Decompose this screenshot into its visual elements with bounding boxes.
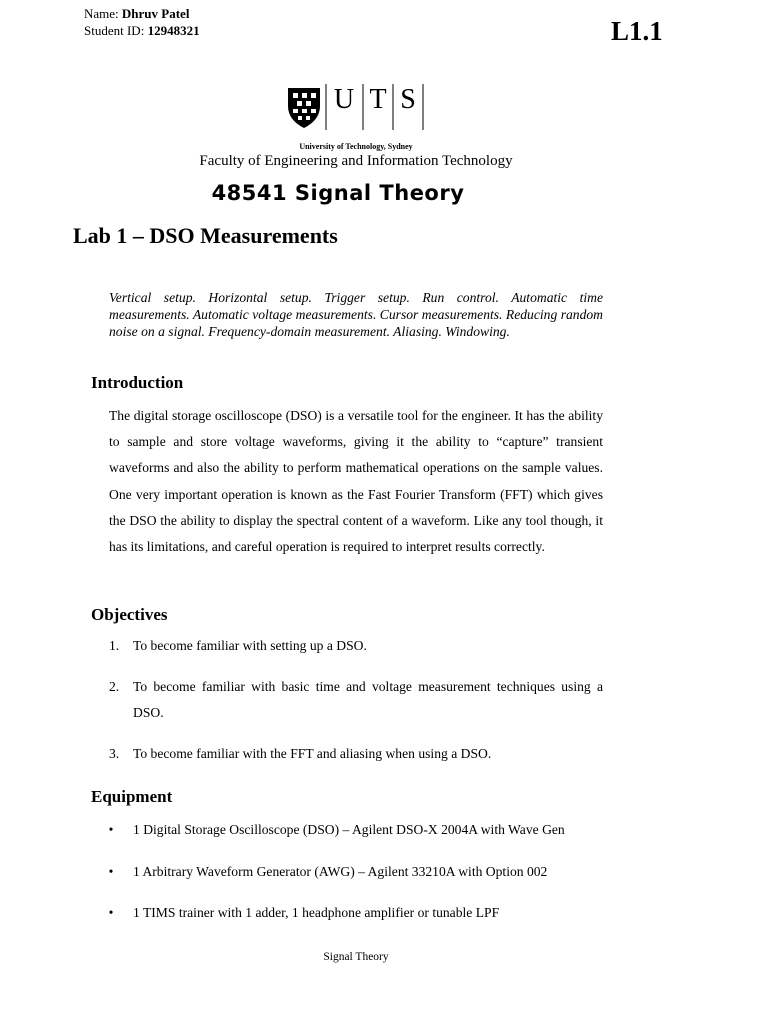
- name-line: [84, 6, 189, 22]
- list-text: 1 TIMS trainer with 1 adder, 1 headphone amplifier or tunable LPF: [133, 905, 500, 920]
- introduction-body: The digital storage oscilloscope (DSO) is a versatile tool for the engineer. It has the ability to sample and store voltage waveforms, giving it the ability to “capture” transient waveforms and also the ability to perform mathematical operations on the sample values. One very important operation is known as the Fast Fourier Transform (FFT) which gives the DSO the ability to display the spectral content of a waveform. Like any tool though, it has its limitations, and careful operation is required to interpret results correctly.: [109, 408, 603, 555]
- faculty-name: Faculty of Engineering and Information Technology: [199, 153, 513, 169]
- list-number: 3.: [109, 746, 120, 761]
- logo-letter-u: U: [333, 84, 355, 115]
- bullet: •: [108, 822, 114, 837]
- logo-letter-t: T: [369, 84, 387, 115]
- page-code: L1.1: [611, 16, 663, 46]
- list-text: To become familiar with the FFT and aliasing when using a DSO.: [133, 746, 492, 761]
- page-footer: Signal Theory: [323, 951, 389, 963]
- university-name: University of Technology, Sydney: [299, 142, 413, 151]
- student-id-label: Student ID:: [84, 23, 145, 38]
- name-label: Name:: [84, 6, 119, 21]
- list-text: To become familiar with basic time and voltage measurement techniques using a DSO.: [133, 679, 603, 720]
- equipment-heading: Equipment: [91, 787, 173, 806]
- logo-letter-s: S: [400, 84, 416, 115]
- introduction-heading: Introduction: [91, 373, 184, 392]
- course-title: 48541 Signal Theory: [211, 181, 465, 205]
- bullet: •: [108, 905, 114, 920]
- student-id: 12948321: [147, 23, 200, 38]
- list-number: 2.: [109, 679, 120, 694]
- uts-logo: [286, 82, 426, 132]
- uts-crest-icon: [288, 88, 320, 128]
- list-number: 1.: [109, 638, 120, 653]
- bullet: •: [108, 864, 114, 879]
- student-id-line: [84, 23, 200, 39]
- list-text: 1 Arbitrary Waveform Generator (AWG) – Agilent 33210A with Option 002: [133, 864, 548, 879]
- list-text: To become familiar with setting up a DSO.: [133, 638, 367, 653]
- list-text: 1 Digital Storage Oscilloscope (DSO) – Agilent DSO-X 2004A with Wave Gen: [133, 822, 565, 837]
- objectives-heading: Objectives: [91, 605, 168, 624]
- abstract: Vertical setup. Horizontal setup. Trigger setup. Run control. Automatic time measurements. Automatic voltage measurements. Cursor measurements. Reducing random noise on a signal. Frequency-domain measurement. Aliasing. Windowing.: [109, 290, 603, 340]
- student-name: Dhruv Patel: [121, 6, 190, 21]
- lab-title: Lab 1 – DSO Measurements: [73, 223, 338, 248]
